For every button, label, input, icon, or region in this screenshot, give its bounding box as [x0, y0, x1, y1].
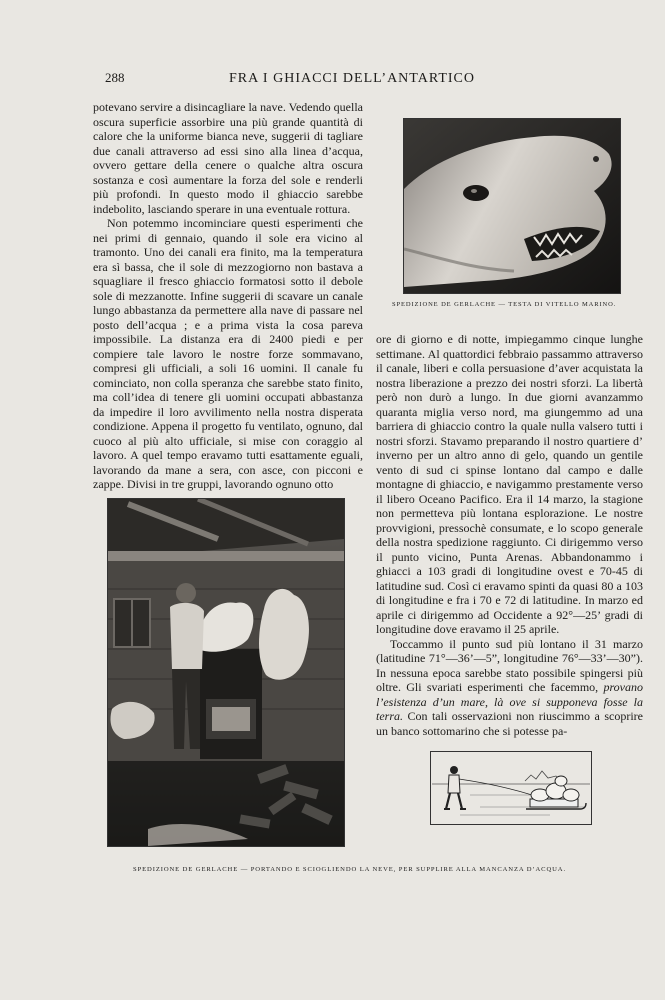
- man-pulling-sledge-icon: [430, 751, 592, 825]
- paragraph: ore di giorno e di notte, impiegammo cinque lunghe settimane. Al quattordici febbraio passammo attraverso il canale, liberi e colla persuasione d’aver acquistata la nostra liberazione a prezzo dei nostri sforzi. La libertà però non durò a lungo. In due giorni avanzammo quaranta miglia verso nord, ma giungemmo ad una barriera di ghiaccio contro la quale nulla valsero tutti i nostri sforzi. Stavamo preparando il nostro quartiere d’ inverno per un altro anno di gelo, quando un gentile vento di sud ci spinse lontano dal campo e dalle montagne di ghiaccio, e navigammo prestamente verso il libero Oceano Pacifico. Era il 14 marzo, la stagione non permetteva più lontana esplorazione. Le nostre provvigioni, pressochè consumate, e lo scopo generale della nostra spedizione raggiunto. Ci dirigemmo verso il punto vicino, Punta Arenas. Abbandonammo i ghiacci a 103 gradi di longitudine ovest e 70-45 di latitudine sud. Così ci eravamo spinti da quasi 80 a 103 di longitudine e fra i 70 e 72 di latitudine. In marzo ed aprile ci dirigemmo ad Occidente a 92°—25’ gradi di longitudine dove eravamo il 25 aprile.: [376, 332, 643, 636]
- page-header: [105, 70, 475, 87]
- paragraph-text: Con tali osservazioni non riuscimmo a scoprire un banco sottomarino che si potesse pa-: [376, 709, 643, 738]
- running-title: FRA I GHIACCI DELL’ANTARTICO: [228, 71, 475, 86]
- left-column: [93, 100, 363, 492]
- paragraph-text: Toccammo il punto sud più lontano il 31 marzo (latitudine 71°—36’—5”, longitudine 76°—33’—30”). In nessuna epoca sarebbe stato possibile spingersi più oltre. Gli svariati esperimenti che facemmo,: [376, 636, 643, 694]
- seal-photo-caption: SPEDIZIONE DE GERLACHE — TESTA DI VITELLO MARINO.: [392, 301, 617, 308]
- men-melting-snow-photo: [107, 498, 345, 847]
- page-number: 288: [105, 70, 125, 85]
- right-column: [376, 332, 643, 738]
- paragraph: potevano servire a disincagliare la nave. Vedendo quella oscura superficie assorbire una più grande quantità di calore che la uniforme bianca neve, suggerii di tagliare due canali attraverso ad essi sino alla linea d’acqua, ovvero gettare della cenere o qualche altra oscura sostanza e così aumentare la forza del sole e renderli più profondi. In questo modo il ghiaccio sarebbe indebolito, lasciando sperare in una eventuale rottura.: [93, 100, 363, 216]
- paragraph: Non potemmo incominciare questi esperimenti che nei primi di gennaio, quando il sole era vicino al tramonto. Uno dei canali era finito, ma la temperatura era sì bassa, che il sole di mezzogiorno non bastava a squagliare il fresco ghiaccio formatosi sotto il debole sole di mezzanotte. Infine suggerii di scavare un canale lungo abbastanza da permettere alla nave di passare nel posto dell’acqua ; e a prima vista la cosa pareva impossibile. La distanza era di 2400 piedi e per compiere tale lavoro le nostre forze sommavano, compresi gli ufficiali, a soli 16 uomini. Il canale fu cominciato, non colla speranza che sarebbe stato finito, ma coll’idea di tenere gli uomini occupati abbastanza da impedire il loro avvilimento nella nostra disperata condizione. Appena il progetto fu ventilato, ognuno, dal cuoco al più alto ufficiale, si mise con coraggio al lavoro. A quel tempo eravamo tutti esattamente eguali, lavorando da mane a sera, con asce, con picconi e zappe. Divisi in tre gruppi, lavorando ognuno otto: [93, 216, 363, 491]
- men-melting-snow-icon: [108, 499, 344, 846]
- seal-head-photo: [403, 118, 621, 294]
- man-pulling-sledge-drawing: [430, 751, 592, 825]
- workers-photo-caption: SPEDIZIONE DE GERLACHE — PORTANDO E SCIOGLIENDO LA NEVE, PER SUPPLIRE ALLA MANCANZA D’ACQUA.: [133, 866, 566, 873]
- paragraph: [376, 637, 643, 739]
- seal-head-icon: [404, 119, 620, 293]
- emphasized-text: provano l’esistenza d’un mare, là ove si supponeva fosse la terra.: [376, 680, 643, 723]
